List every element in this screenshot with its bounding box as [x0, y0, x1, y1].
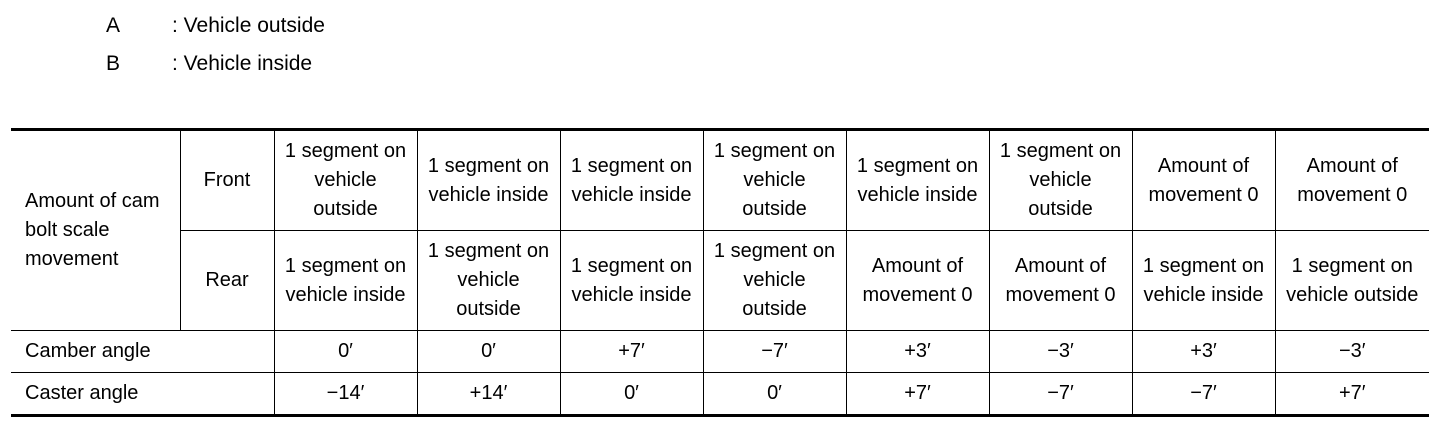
- caster-row: [11, 373, 1429, 416]
- table-cell: 1 segment on vehicle outside: [417, 231, 560, 331]
- rear-label: Rear: [180, 231, 274, 331]
- table-cell: 0′: [274, 331, 417, 373]
- table-cell: +3′: [846, 331, 989, 373]
- table-cell: −7′: [989, 373, 1132, 416]
- table-cell: +7′: [846, 373, 989, 416]
- table-cell: Amount of movement 0: [989, 231, 1132, 331]
- front-label: Front: [180, 130, 274, 231]
- table-cell: 1 segment on vehicle outside: [274, 130, 417, 231]
- table-cell: 1 segment on vehicle outside: [703, 130, 846, 231]
- table-cell: 0′: [703, 373, 846, 416]
- table-cell: −14′: [274, 373, 417, 416]
- rear-row: [11, 231, 1429, 331]
- table-cell: −7′: [703, 331, 846, 373]
- cam-bolt-movement-header: Amount of cam bolt scale movement: [11, 130, 180, 331]
- legend-text: : Vehicle outside: [172, 14, 325, 37]
- table-cell: +7′: [1275, 373, 1429, 416]
- table-cell: 1 segment on vehicle inside: [846, 130, 989, 231]
- caster-angle-label: Caster angle: [11, 373, 274, 416]
- camber-row: [11, 331, 1429, 373]
- adjustment-table: [11, 128, 1429, 417]
- table-cell: +7′: [560, 331, 703, 373]
- table-cell: Amount of movement 0: [1132, 130, 1275, 231]
- table-cell: Amount of movement 0: [1275, 130, 1429, 231]
- table-cell: +3′: [1132, 331, 1275, 373]
- table-cell: 1 segment on vehicle outside: [703, 231, 846, 331]
- table-cell: −7′: [1132, 373, 1275, 416]
- table-cell: 0′: [560, 373, 703, 416]
- table-cell: −3′: [1275, 331, 1429, 373]
- legend-item-a: [106, 14, 325, 38]
- legend-key: A: [106, 14, 121, 37]
- table-cell: 0′: [417, 331, 560, 373]
- table-cell: 1 segment on vehicle inside: [560, 130, 703, 231]
- table-cell: 1 segment on vehicle inside: [560, 231, 703, 331]
- table-cell: −3′: [989, 331, 1132, 373]
- front-row: [11, 130, 1429, 231]
- legend-text: : Vehicle inside: [172, 52, 313, 75]
- table-cell: 1 segment on vehicle inside: [417, 130, 560, 231]
- table-cell: Amount of movement 0: [846, 231, 989, 331]
- legend-item-b: [106, 52, 312, 76]
- table-cell: 1 segment on vehicle outside: [989, 130, 1132, 231]
- table-cell: 1 segment on vehicle inside: [274, 231, 417, 331]
- table-cell: 1 segment on vehicle inside: [1132, 231, 1275, 331]
- table-cell: +14′: [417, 373, 560, 416]
- camber-angle-label: Camber angle: [11, 331, 274, 373]
- table-cell: 1 segment on vehicle outside: [1275, 231, 1429, 331]
- legend-key: B: [106, 52, 121, 75]
